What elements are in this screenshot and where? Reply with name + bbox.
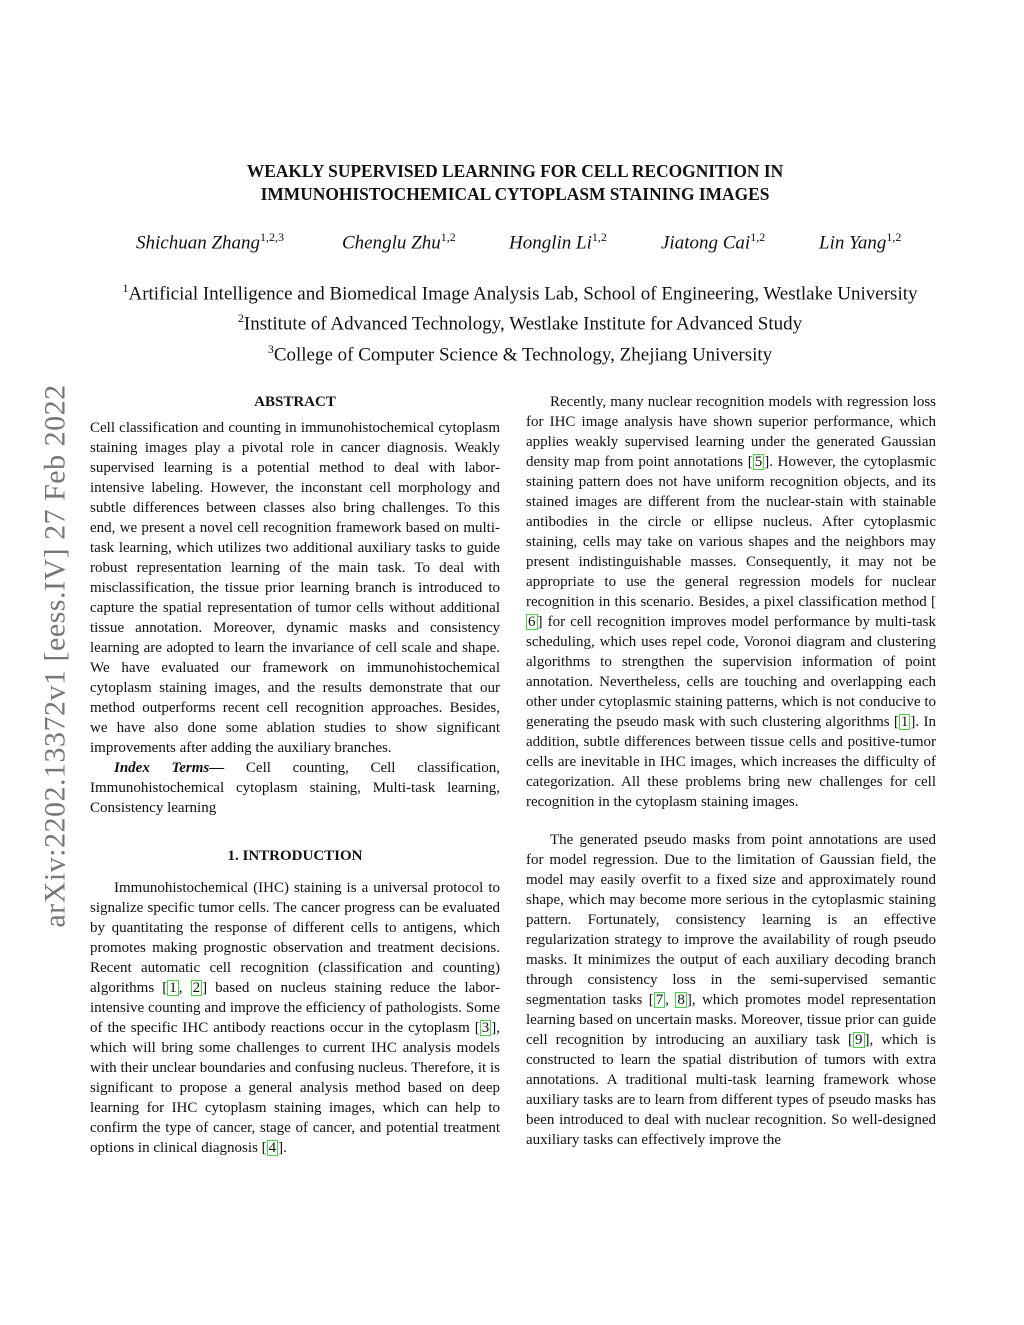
title-line-2: IMMUNOHISTOCHEMICAL CYTOPLASM STAINING IMAGES: [260, 184, 770, 204]
author-name: Shichuan Zhang: [136, 232, 261, 254]
affiliation-text: College of Computer Science & Technology, Zhejiang University: [273, 343, 773, 365]
author-affil-sup: 1,2: [886, 230, 902, 244]
index-terms-text: Cell counting, Cell classification, Immunohistochemical cytoplasm staining, Multi-task learning, Consistency learning: [90, 760, 500, 816]
paragraph-text: Recently, many nuclear recognition models with regression loss for IHC image analysis have shown superior performance, which applies weakly supervised learning under the generated Gaussian density map from point annotations [: [526, 394, 936, 470]
affiliation-sup: 3: [267, 341, 274, 356]
paragraph-text: ,: [178, 980, 191, 996]
intro-paragraph-3: [526, 830, 936, 1150]
affiliation-3: [90, 337, 950, 367]
author-5: [819, 230, 901, 254]
author-4: [661, 230, 765, 254]
paragraph-text: Immunohistochemical (IHC) staining is a universal protocol to signalize specific tumor cells. The cancer progress can be evaluated by quantitating the response of different cells to antigens, which promotes making prognostic observation and treatment decisions. Recent automatic cell recognition (classification and counting) algorithms [: [90, 880, 500, 996]
arxiv-identifier-text: arXiv:2202.13372v1 [eess.IV] 27 Feb 2022: [39, 384, 73, 928]
author-list: [120, 230, 930, 256]
paragraph-text: ]. However, the cytoplasmic staining pattern does not have uniform recognition objects, and its stained images are different from the nuclear-stain with stainable antibodies in the circle or ellipse nucleus. After cytoplasmic staining, cells may take on various shapes and the neighbors may present indistinguishable masses. Consequently, it may not be appropriate to use the general regression models for nuclear recognition in this scenario. Besides, a pixel classification method [: [526, 454, 936, 610]
paragraph-text: ].: [278, 1140, 287, 1156]
abstract-body: Cell classification and counting in immunohistochemical cytoplasm staining images play a pivotal role in cancer diagnosis. Weakly supervised learning is a potential method to deal with labor-intensive labeling. However, the inconstant cell morphology and subtle differences between classes also bring challenges. To this end, we present a novel cell recognition framework based on multi-task learning, which utilizes two additional auxiliary tasks to guide robust representation learning of the main task. To deal with misclassification, the tissue prior learning branch is introduced to capture the spatial representation of tumor cells without additional tissue annotation. Moreover, dynamic masks and consistency learning are adopted to learn the invariance of cell scale and shape. We have evaluated our framework on immunohistochemical cytoplasm staining images, and the results demonstrate that our method outperforms recent cell recognition approaches. Besides, we have also done some ablation studies to show significant improvements after adding the auxiliary branches.: [90, 420, 500, 756]
author-affil-sup: 1,2: [750, 230, 766, 244]
author-2: [342, 230, 456, 254]
paragraph-text: ], which promotes model representation learning based on uncertain masks. Moreover, tissue prior can guide cell recognition by introducing an auxiliary task [: [526, 992, 936, 1048]
author-name: Jiatong Cai: [661, 232, 751, 254]
citation-link[interactable]: 3: [481, 1020, 490, 1036]
citation-link[interactable]: 2: [192, 980, 201, 996]
affiliation-text: Artificial Intelligence and Biomedical Image Analysis Lab, School of Engineering, Westlake University: [128, 283, 918, 305]
citation-link[interactable]: 8: [677, 992, 685, 1008]
arxiv-identifier: [36, 352, 76, 960]
index-terms: [90, 758, 500, 818]
paragraph-gap: [526, 812, 936, 830]
author-name: Chenglu Zhu: [342, 232, 441, 254]
introduction-heading: 1. INTRODUCTION: [227, 848, 363, 864]
author-3: [509, 230, 607, 254]
author-1: [136, 230, 284, 254]
author-name: Honglin Li: [509, 232, 592, 254]
paragraph-text: ,: [665, 992, 676, 1008]
affiliation-text: Institute of Advanced Technology, Westlake Institute for Advanced Study: [243, 313, 803, 335]
citation-link[interactable]: 6: [528, 614, 536, 630]
citation-link[interactable]: 9: [855, 1032, 863, 1048]
affiliation-sup: 1: [122, 281, 129, 295]
affiliation-sup: 2: [237, 311, 244, 326]
affiliation-1: [90, 276, 950, 306]
citation-link[interactable]: 5: [754, 454, 763, 470]
paragraph-text: ]. In addition, subtle differences between tissue cells and positive-tumor cells are inevitable in IHC images, which increases the difficulty of categorization. All these problems bring new challenges for cell recognition in the cytoplasm staining images.: [526, 714, 936, 810]
intro-paragraph-1: [90, 878, 500, 1158]
abstract-heading: ABSTRACT: [254, 394, 336, 410]
title-line-1: WEAKLY SUPERVISED LEARNING FOR CELL RECOGNITION IN: [246, 161, 784, 181]
author-affil-sup: 1,2: [440, 230, 456, 244]
citation-link[interactable]: 7: [655, 992, 664, 1008]
author-affil-sup: 1,2: [591, 230, 607, 244]
citation-link[interactable]: 1: [900, 714, 909, 730]
right-column: [526, 392, 936, 1150]
index-terms-label: Index Terms—: [114, 760, 225, 776]
left-column: [90, 392, 500, 1158]
author-name: Lin Yang: [819, 232, 887, 254]
paragraph-text: ] for cell recognition improves model performance by multi-task scheduling, which uses repel code, Voronoi diagram and clustering algorithms to strengthen the supervision information of point annotation. Nevertheless, cells are touching and overlapping each other under cytoplasmic staining patterns, which is not conducive to generating the pseudo mask with such clustering algorithms [: [526, 614, 936, 730]
affiliation-list: [90, 276, 950, 367]
citation-link[interactable]: 1: [169, 980, 177, 996]
affiliation-2: [90, 306, 950, 336]
paragraph-text: ], which will bring some challenges to current IHC analysis models with their unclear boundaries and confusing nucleus. Therefore, it is significant to propose a general analysis method based on deep learning for IHC cytoplasm staining images, which can help to confirm the type of cancer, stage of cancer, and potential treatment options in clinical diagnosis [: [90, 1020, 500, 1156]
paragraph-text: The generated pseudo masks from point annotations are used for model regression. Due to the limitation of Gaussian field, the model may easily overfit to a fixed size and approximately round shape, which may become more serious in the cytoplasmic staining pattern. Fortunately, consistency learning is an effective regularization strategy to improve the availability of rough pseudo masks. It minimizes the output of each auxiliary decoding branch through consistency loss in the semi-supervised semantic segmentation tasks [: [526, 832, 936, 1008]
paragraph-text: ], which is constructed to learn the spatial distribution of tumors with extra annotations. A traditional multi-task learning framework whose auxiliary tasks are to learn from different types of pseudo masks has been introduced to deal with nuclear recognition. So well-designed auxiliary tasks can effectively improve the: [526, 1032, 936, 1148]
intro-paragraph-2: [526, 392, 936, 812]
paper-title: [120, 160, 910, 206]
paragraph-text: ] based on nucleus staining reduce the labor-intensive counting and improve the efficiency of pathologists. Some of the specific IHC antibody reactions occur in the cytoplasm [: [90, 980, 501, 1036]
author-affil-sup: 1,2,3: [260, 230, 285, 244]
citation-link[interactable]: 4: [268, 1140, 277, 1156]
